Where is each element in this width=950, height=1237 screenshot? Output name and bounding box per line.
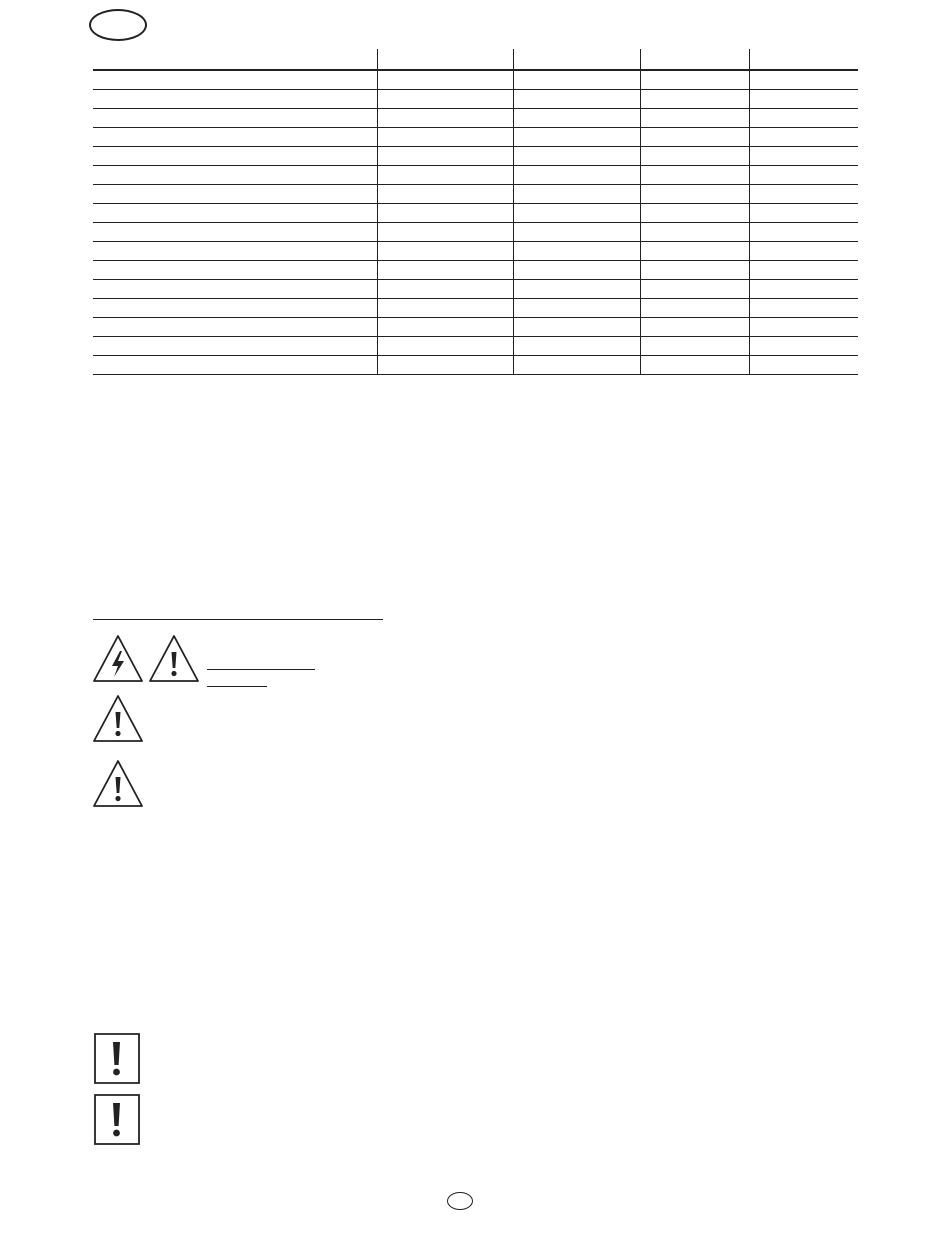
table-cell xyxy=(377,128,513,147)
technical-data-table xyxy=(93,49,858,375)
table-row xyxy=(93,90,858,109)
table-cell xyxy=(640,356,749,375)
table-cell xyxy=(513,299,640,318)
table-header-cell xyxy=(640,49,749,70)
table-cell xyxy=(377,337,513,356)
table-cell xyxy=(640,337,749,356)
table-cell xyxy=(513,223,640,242)
table-cell xyxy=(93,90,377,109)
table-cell xyxy=(93,280,377,299)
table-cell xyxy=(513,356,640,375)
table-cell xyxy=(377,223,513,242)
table-header-cell xyxy=(513,49,640,70)
table-cell xyxy=(749,109,858,128)
table-cell xyxy=(513,242,640,261)
table-header-cell xyxy=(93,49,377,70)
table-cell xyxy=(93,223,377,242)
table-cell xyxy=(640,166,749,185)
table-cell xyxy=(377,280,513,299)
table-cell xyxy=(749,242,858,261)
table-row xyxy=(93,185,858,204)
language-badge xyxy=(89,9,147,41)
table-cell xyxy=(640,128,749,147)
table-cell xyxy=(377,356,513,375)
table-cell xyxy=(377,90,513,109)
table-row xyxy=(93,280,858,299)
table-row xyxy=(93,109,858,128)
table-row xyxy=(93,70,858,90)
table-cell xyxy=(513,318,640,337)
table-cell xyxy=(640,299,749,318)
table-row xyxy=(93,318,858,337)
table-cell xyxy=(513,70,640,90)
table-cell xyxy=(93,204,377,223)
table-cell xyxy=(749,318,858,337)
table-header-cell xyxy=(377,49,513,70)
table-cell xyxy=(640,90,749,109)
table-row xyxy=(93,261,858,280)
table-cell xyxy=(377,242,513,261)
table-cell xyxy=(513,280,640,299)
table-header-cell xyxy=(749,49,858,70)
table-row xyxy=(93,147,858,166)
table-cell xyxy=(749,185,858,204)
table-cell xyxy=(749,90,858,109)
table-cell xyxy=(93,109,377,128)
table-cell xyxy=(93,299,377,318)
table-cell xyxy=(93,242,377,261)
table-row xyxy=(93,299,858,318)
table-cell xyxy=(377,318,513,337)
table-cell xyxy=(93,185,377,204)
electrical-hazard-icon xyxy=(92,633,144,685)
table-cell xyxy=(640,318,749,337)
table-cell xyxy=(93,70,377,90)
table-cell xyxy=(640,242,749,261)
table-cell xyxy=(377,185,513,204)
label-underline xyxy=(207,669,315,670)
table-row xyxy=(93,242,858,261)
table-cell xyxy=(749,204,858,223)
table-cell xyxy=(93,261,377,280)
table-cell xyxy=(513,166,640,185)
table-cell xyxy=(749,261,858,280)
page-number-badge xyxy=(447,1192,473,1210)
table-cell xyxy=(749,280,858,299)
table-cell xyxy=(377,70,513,90)
table-cell xyxy=(513,128,640,147)
table-row xyxy=(93,166,858,185)
table-cell xyxy=(93,318,377,337)
table-row xyxy=(93,128,858,147)
table-cell xyxy=(377,204,513,223)
table-cell xyxy=(377,109,513,128)
table-cell xyxy=(513,185,640,204)
table-cell xyxy=(749,166,858,185)
table-cell xyxy=(93,147,377,166)
table-cell xyxy=(640,223,749,242)
table-cell xyxy=(749,223,858,242)
note-exclamation-box-icon xyxy=(93,1093,141,1146)
table-cell xyxy=(513,109,640,128)
table-row xyxy=(93,337,858,356)
label-underline xyxy=(207,686,267,687)
table-cell xyxy=(749,299,858,318)
table-cell xyxy=(749,337,858,356)
table-cell xyxy=(640,147,749,166)
table-row xyxy=(93,204,858,223)
table-cell xyxy=(640,261,749,280)
table-cell xyxy=(377,261,513,280)
table-cell xyxy=(640,204,749,223)
table-cell xyxy=(93,356,377,375)
table-cell xyxy=(377,166,513,185)
table-header-row xyxy=(93,49,858,70)
table-cell xyxy=(93,128,377,147)
warning-triangle-icon xyxy=(92,758,144,810)
safety-section-heading-rule xyxy=(93,619,383,620)
note-exclamation-box-icon xyxy=(93,1032,141,1085)
table-cell xyxy=(749,70,858,90)
warning-triangle-icon xyxy=(148,633,200,685)
table-cell xyxy=(377,299,513,318)
table-cell xyxy=(640,70,749,90)
table-cell xyxy=(513,147,640,166)
table-cell xyxy=(93,166,377,185)
table-row xyxy=(93,223,858,242)
table-cell xyxy=(640,185,749,204)
warning-triangle-icon xyxy=(92,693,144,745)
table-cell xyxy=(640,280,749,299)
table-cell xyxy=(749,147,858,166)
table-cell xyxy=(749,128,858,147)
table-cell xyxy=(513,90,640,109)
table-cell xyxy=(640,109,749,128)
table-row xyxy=(93,356,858,375)
table-cell xyxy=(93,337,377,356)
table-cell xyxy=(513,204,640,223)
table-cell xyxy=(513,337,640,356)
table-cell xyxy=(377,147,513,166)
table-cell xyxy=(749,356,858,375)
table-cell xyxy=(513,261,640,280)
